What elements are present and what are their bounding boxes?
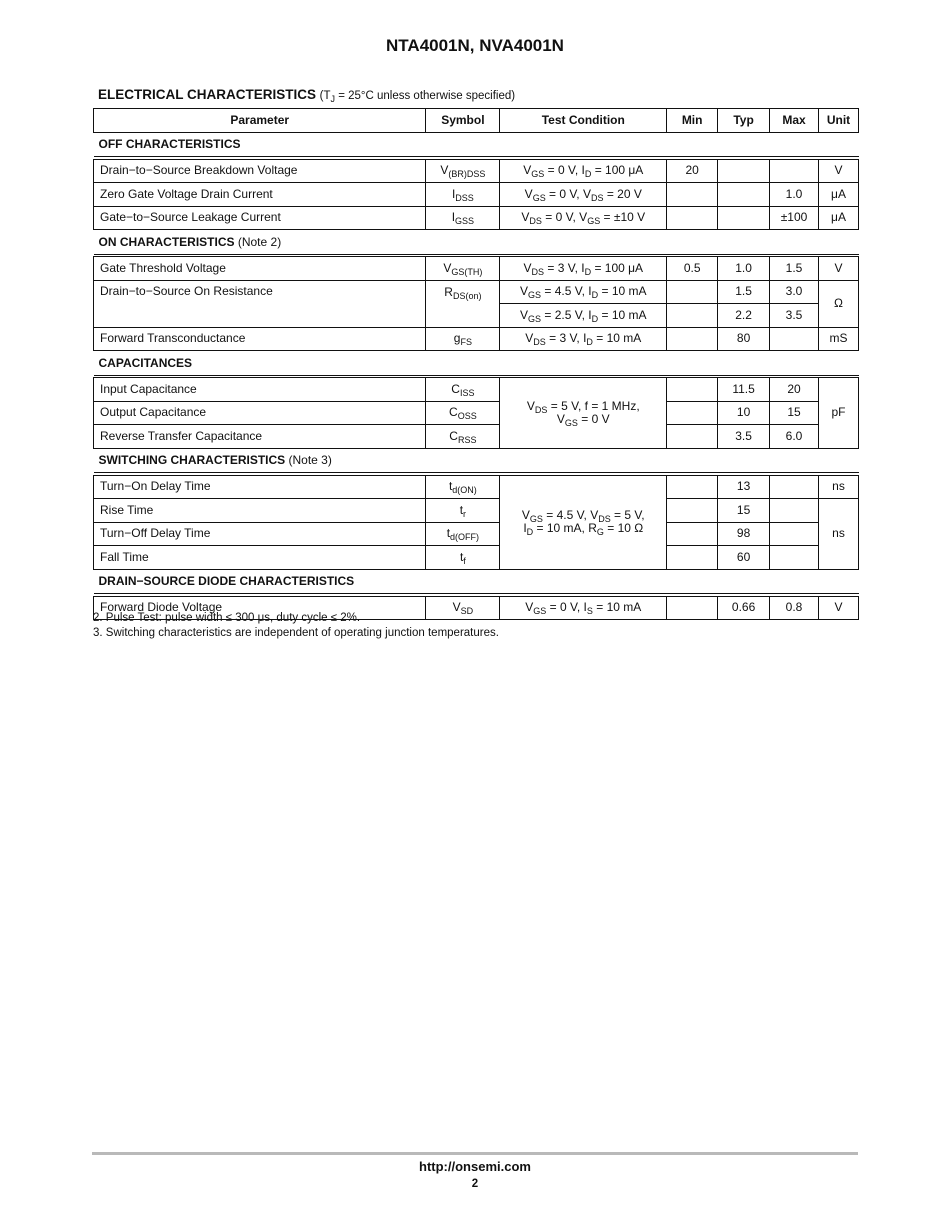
test-condition-cell: $V_{DS} = 0$ V, $V_{GS} = \pm 10$ V bbox=[500, 206, 667, 230]
test-condition-cell: $V_{GS} = 4.5$ V, $V_{DS} = 5$ V, $I_D = 10$ mA, $R_G = 10$ Ω bbox=[500, 475, 667, 569]
table-row bbox=[94, 378, 859, 402]
typ-cell: 0.66 bbox=[718, 596, 770, 620]
unit-cell: Ω bbox=[818, 280, 858, 327]
max-cell bbox=[770, 499, 819, 523]
symbol-cell: $I_{GSS}$ bbox=[426, 206, 500, 230]
typ-cell: 2.2 bbox=[718, 304, 770, 328]
unit-cell: mS bbox=[818, 327, 858, 351]
test-condition-cell: $V_{GS} = 0$ V, $V_{DS} = 20$ V bbox=[500, 183, 667, 207]
typ-cell: 1.5 bbox=[718, 280, 770, 304]
test-condition-cell: $V_{DS} = 3$ V, $I_D = 10$ mA bbox=[500, 327, 667, 351]
typ-cell: 13 bbox=[718, 475, 770, 499]
typ-cell: 1.0 bbox=[718, 257, 770, 281]
footnote-3: 3. Switching characteristics are independent of operating junction temperatures. bbox=[93, 626, 499, 639]
table-row bbox=[94, 499, 859, 523]
param-cell: Turn−Off Delay Time bbox=[94, 522, 426, 546]
test-condition-cell: $V_{GS} = 0$ V, $I_D = 100$ μA bbox=[500, 159, 667, 183]
min-cell bbox=[667, 425, 718, 449]
col-header-max: Max bbox=[770, 109, 819, 133]
max-cell: 1.0 bbox=[770, 183, 819, 207]
typ-cell: 80 bbox=[718, 327, 770, 351]
table-row bbox=[94, 475, 859, 499]
min-cell: 20 bbox=[667, 159, 718, 183]
param-cell: Gate Threshold Voltage bbox=[94, 257, 426, 281]
col-header-typ: Typ bbox=[718, 109, 770, 133]
section-title-off: OFF CHARACTERISTICS bbox=[94, 132, 859, 157]
min-cell bbox=[667, 280, 718, 304]
footnotes bbox=[93, 611, 499, 640]
param-cell: Drain−to−Source Breakdown Voltage bbox=[94, 159, 426, 183]
col-header-parameter: Parameter bbox=[94, 109, 426, 133]
symbol-cell: $t_{d(OFF)}$ bbox=[426, 522, 500, 546]
unit-cell: V bbox=[818, 159, 858, 183]
param-cell: Forward Transconductance bbox=[94, 327, 426, 351]
symbol-cell: $t_f$ bbox=[426, 546, 500, 570]
param-cell: Rise Time bbox=[94, 499, 426, 523]
table-row bbox=[94, 546, 859, 570]
col-header-min: Min bbox=[667, 109, 718, 133]
min-cell bbox=[667, 401, 718, 425]
table-row bbox=[94, 522, 859, 546]
section-title-on: ON CHARACTERISTICS (Note 2) bbox=[94, 230, 859, 255]
section-row-switching bbox=[94, 448, 859, 473]
min-cell bbox=[667, 499, 718, 523]
symbol-cell: $g_{FS}$ bbox=[426, 327, 500, 351]
max-cell: 3.5 bbox=[770, 304, 819, 328]
symbol-cell: $C_{ISS}$ bbox=[426, 378, 500, 402]
min-cell bbox=[667, 206, 718, 230]
section-title-diode: DRAIN−SOURCE DIODE CHARACTERISTICS bbox=[94, 569, 859, 594]
col-header-symbol: Symbol bbox=[426, 109, 500, 133]
symbol-cell: $R_{DS(on)}$ bbox=[426, 280, 500, 327]
param-cell: Forward Diode Voltage bbox=[94, 596, 426, 620]
symbol-cell: $V_{GS(TH)}$ bbox=[426, 257, 500, 281]
table-row bbox=[94, 327, 859, 351]
test-condition-cell: $V_{GS} = 4.5$ V, $I_D = 10$ mA bbox=[500, 280, 667, 304]
max-cell: 20 bbox=[770, 378, 819, 402]
test-condition-cell: $V_{DS} = 3$ V, $I_D = 100$ μA bbox=[500, 257, 667, 281]
table-heading-condition: ($T_J = 25^\circ C$ unless otherwise specified) bbox=[319, 90, 516, 104]
max-cell bbox=[770, 546, 819, 570]
table-row bbox=[94, 280, 859, 304]
max-cell bbox=[770, 327, 819, 351]
col-header-unit: Unit bbox=[818, 109, 858, 133]
min-cell bbox=[667, 522, 718, 546]
typ-cell: 60 bbox=[718, 546, 770, 570]
unit-cell: pF bbox=[818, 378, 858, 449]
footer-link[interactable]: http://onsemi.com bbox=[419, 1159, 531, 1174]
min-cell bbox=[667, 596, 718, 620]
table-row bbox=[94, 159, 859, 183]
unit-cell: ns bbox=[818, 475, 858, 499]
param-cell: Zero Gate Voltage Drain Current bbox=[94, 183, 426, 207]
typ-cell: 10 bbox=[718, 401, 770, 425]
max-cell bbox=[770, 475, 819, 499]
section-row-diode bbox=[94, 569, 859, 594]
symbol-cell: $C_{RSS}$ bbox=[426, 425, 500, 449]
symbol-cell: $V_{SD}$ bbox=[426, 596, 500, 620]
symbol-cell: $V_{(BR)DSS}$ bbox=[426, 159, 500, 183]
symbol-cell: $t_r$ bbox=[426, 499, 500, 523]
min-cell bbox=[667, 475, 718, 499]
unit-cell: ns bbox=[818, 499, 858, 570]
unit-cell: μA bbox=[818, 183, 858, 207]
header-row bbox=[94, 109, 859, 133]
max-cell: 6.0 bbox=[770, 425, 819, 449]
unit-cell: V bbox=[818, 257, 858, 281]
max-cell: 15 bbox=[770, 401, 819, 425]
test-condition-cell: $V_{GS} = 0$ V, $I_S = 10$ mA bbox=[500, 596, 667, 620]
param-cell: Output Capacitance bbox=[94, 401, 426, 425]
table-row bbox=[94, 425, 859, 449]
param-cell: Gate−to−Source Leakage Current bbox=[94, 206, 426, 230]
min-cell bbox=[667, 304, 718, 328]
table-heading bbox=[98, 87, 515, 102]
unit-cell: V bbox=[818, 596, 858, 620]
page-title: NTA4001N, NVA4001N bbox=[386, 36, 564, 55]
table-row bbox=[94, 206, 859, 230]
min-cell bbox=[667, 546, 718, 570]
typ-cell: 3.5 bbox=[718, 425, 770, 449]
param-cell: Reverse Transfer Capacitance bbox=[94, 425, 426, 449]
param-cell: Input Capacitance bbox=[94, 378, 426, 402]
electrical-characteristics-table bbox=[93, 108, 859, 620]
min-cell bbox=[667, 183, 718, 207]
max-cell: 0.8 bbox=[770, 596, 819, 620]
table-row bbox=[94, 257, 859, 281]
typ-cell bbox=[718, 183, 770, 207]
typ-cell: 15 bbox=[718, 499, 770, 523]
section-row-capacitances bbox=[94, 351, 859, 376]
table-row bbox=[94, 183, 859, 207]
section-row-on bbox=[94, 230, 859, 255]
max-cell bbox=[770, 522, 819, 546]
max-cell: 1.5 bbox=[770, 257, 819, 281]
col-header-test-condition: Test Condition bbox=[500, 109, 667, 133]
param-cell: Turn−On Delay Time bbox=[94, 475, 426, 499]
typ-cell bbox=[718, 159, 770, 183]
max-cell: ±100 bbox=[770, 206, 819, 230]
symbol-cell: $t_{d(ON)}$ bbox=[426, 475, 500, 499]
min-cell bbox=[667, 327, 718, 351]
unit-cell: μA bbox=[818, 206, 858, 230]
symbol-cell: $I_{DSS}$ bbox=[426, 183, 500, 207]
section-title-capacitances: CAPACITANCES bbox=[94, 351, 859, 376]
page-number: 2 bbox=[471, 1178, 479, 1190]
section-row-off bbox=[94, 132, 859, 157]
footnote-2: 2. Pulse Test: pulse width ≤ 300 μs, duty cycle ≤ 2%. bbox=[93, 612, 361, 624]
min-cell: 0.5 bbox=[667, 257, 718, 281]
table-row bbox=[94, 401, 859, 425]
param-cell: Fall Time bbox=[94, 546, 426, 570]
table-heading-label: ELECTRICAL CHARACTERISTICS bbox=[98, 87, 317, 102]
typ-cell bbox=[718, 206, 770, 230]
typ-cell: 11.5 bbox=[718, 378, 770, 402]
section-title-switching: SWITCHING CHARACTERISTICS (Note 3) bbox=[94, 448, 859, 473]
test-condition-cell: $V_{GS} = 2.5$ V, $I_D = 10$ mA bbox=[500, 304, 667, 328]
max-cell bbox=[770, 159, 819, 183]
symbol-cell: $C_{OSS}$ bbox=[426, 401, 500, 425]
min-cell bbox=[667, 378, 718, 402]
footer-divider bbox=[92, 1152, 858, 1155]
test-condition-cell: $V_{DS} = 5$ V, f = 1 MHz, $V_{GS} = 0$ V bbox=[500, 378, 667, 449]
param-cell: Drain−to−Source On Resistance bbox=[94, 280, 426, 327]
typ-cell: 98 bbox=[718, 522, 770, 546]
max-cell: 3.0 bbox=[770, 280, 819, 304]
